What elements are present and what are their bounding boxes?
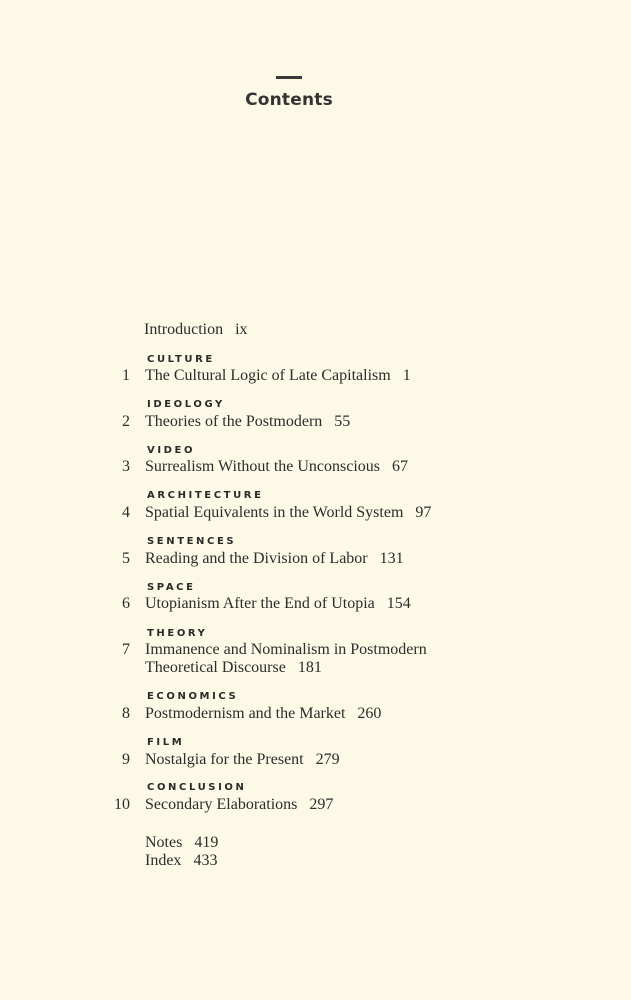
- section-label-architecture: ARCHITECTURE: [147, 490, 264, 501]
- chapter-page: 181: [297, 659, 322, 676]
- toc-entry-notes[interactable]: [145, 833, 218, 852]
- intro-title: Introduction: [144, 321, 224, 338]
- chapter-number: 3: [122, 458, 130, 475]
- chapter-number: 9: [122, 751, 130, 768]
- toc-entry-chapter-7-continued[interactable]: [145, 659, 322, 677]
- chapter-page: 55: [334, 413, 351, 430]
- chapter-title: Immanence and Nominalism in Postmodern: [145, 641, 427, 658]
- toc-entry-chapter-9[interactable]: [145, 751, 340, 769]
- toc-entry-chapter-7[interactable]: [145, 641, 427, 659]
- chapter-title: Theories of the Postmodern: [145, 413, 323, 430]
- chapter-number: 2: [122, 413, 130, 430]
- chapter-title: Utopianism After the End of Utopia: [145, 595, 375, 612]
- title-rule: [276, 76, 302, 79]
- chapter-title: The Cultural Logic of Late Capitalism: [145, 367, 391, 384]
- section-label-economics: ECONOMICS: [147, 691, 239, 702]
- chapter-page: 131: [379, 550, 404, 567]
- chapter-title: Spatial Equivalents in the World System: [145, 504, 404, 521]
- toc-entry-chapter-2[interactable]: [145, 413, 350, 431]
- section-label-film: FILM: [147, 737, 185, 748]
- section-label-culture: CULTURE: [147, 354, 215, 365]
- chapter-number: 1: [122, 367, 130, 384]
- chapter-title: Secondary Elaborations: [145, 796, 298, 813]
- section-label-sentences: SENTENCES: [147, 536, 237, 547]
- chapter-page: 154: [386, 595, 411, 612]
- contents-title: Contents: [245, 90, 333, 110]
- chapter-number: 5: [122, 550, 130, 567]
- intro-page: ix: [235, 321, 248, 338]
- chapter-title: Postmodernism and the Market: [145, 705, 346, 722]
- chapter-number: 6: [122, 595, 130, 612]
- chapter-title: Surrealism Without the Unconscious: [145, 458, 381, 475]
- chapter-page: 97: [415, 504, 432, 521]
- chapter-number: 8: [122, 705, 130, 722]
- chapter-page: 260: [357, 705, 382, 722]
- toc-entry-chapter-8[interactable]: [145, 705, 381, 723]
- chapter-title: Reading and the Division of Labor: [145, 550, 368, 567]
- chapter-number: 10: [114, 796, 130, 813]
- toc-entry-chapter-5[interactable]: [145, 550, 404, 568]
- section-label-video: VIDEO: [147, 445, 196, 456]
- toc-entry-chapter-3[interactable]: [145, 458, 408, 476]
- chapter-title: Nostalgia for the Present: [145, 751, 304, 768]
- notes-title: Notes: [145, 834, 183, 851]
- chapter-number: 7: [122, 641, 130, 658]
- toc-introduction[interactable]: [144, 321, 248, 339]
- section-label-space: SPACE: [147, 582, 196, 593]
- toc-entry-chapter-4[interactable]: [145, 504, 431, 522]
- section-label-conclusion: CONCLUSION: [147, 782, 247, 793]
- toc-entry-chapter-6[interactable]: [145, 595, 411, 613]
- toc-entry-index[interactable]: [145, 851, 217, 870]
- section-label-theory: THEORY: [147, 628, 208, 639]
- chapter-title-continued: Theoretical Discourse: [145, 659, 286, 676]
- notes-page: 419: [194, 834, 219, 851]
- chapter-page: 1: [402, 367, 411, 384]
- toc-entry-chapter-10[interactable]: [145, 796, 333, 814]
- section-label-ideology: IDEOLOGY: [147, 399, 225, 410]
- chapter-number: 4: [122, 504, 130, 521]
- toc-entry-chapter-1[interactable]: [145, 367, 411, 385]
- chapter-page: 297: [309, 796, 334, 813]
- index-page: 433: [193, 852, 218, 869]
- chapter-page: 279: [315, 751, 340, 768]
- chapter-page: 67: [392, 458, 409, 475]
- index-title: Index: [145, 852, 182, 869]
